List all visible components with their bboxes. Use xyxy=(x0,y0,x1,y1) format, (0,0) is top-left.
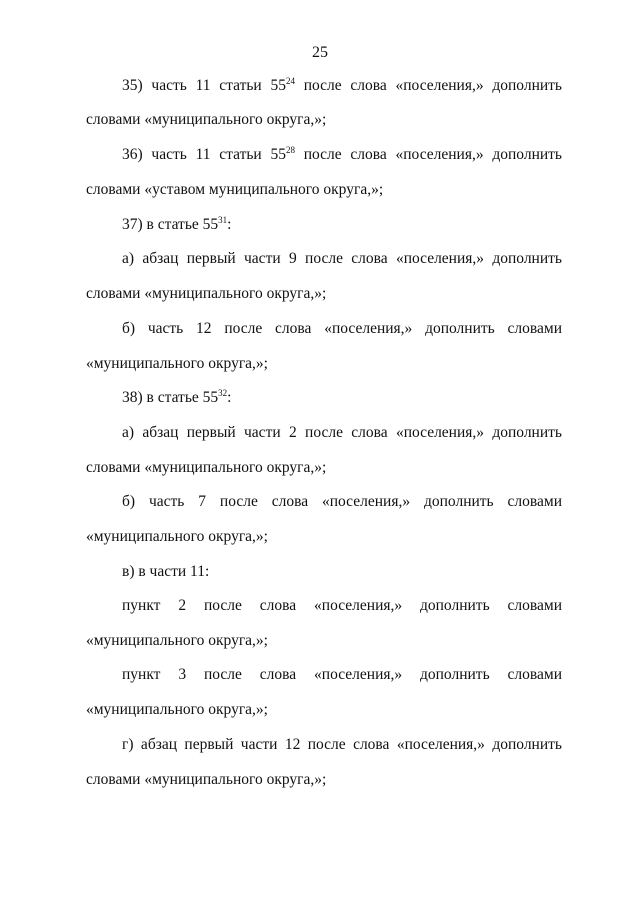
item-37-text: 37) в статье 55 xyxy=(122,216,219,233)
item-37-text-rest: : xyxy=(227,216,232,233)
item-35-line-1 xyxy=(122,76,562,96)
item-37-line-1 xyxy=(122,215,562,235)
item-38-text-rest: : xyxy=(227,389,232,406)
item-38-line-1 xyxy=(122,388,562,408)
item-35-text-rest: после слова «поселения,» дополнить xyxy=(294,77,562,94)
item-38-sup: 32 xyxy=(218,388,228,398)
page-number: 25 xyxy=(312,44,328,61)
item-37a-line-1: а) абзац первый части 9 после слова «поселения,» дополнить xyxy=(122,250,562,267)
item-38g-line-2: словами «муниципального округа,»; xyxy=(86,771,327,788)
item-38-text: 38) в статье 55 xyxy=(122,389,219,406)
item-35-text: 35) часть 11 статьи 55 xyxy=(122,77,286,94)
item-38b-line-2: «муниципального округа,»; xyxy=(86,528,268,545)
item-punkt-3-line-1: пункт 3 после слова «поселения,» дополнить словами xyxy=(122,666,562,683)
item-37-sup: 31 xyxy=(218,215,228,225)
item-38a-line-2: словами «муниципального округа,»; xyxy=(86,459,327,476)
item-punkt-3-line-2: «муниципального округа,»; xyxy=(86,701,268,718)
item-37a-line-2: словами «муниципального округа,»; xyxy=(86,285,327,302)
item-37b-line-2: «муниципального округа,»; xyxy=(86,355,268,372)
item-35-sup: 24 xyxy=(285,76,295,86)
item-36-line-1 xyxy=(122,145,562,165)
item-36-sup: 28 xyxy=(285,145,295,155)
item-38b-line-1: б) часть 7 после слова «поселения,» дополнить словами xyxy=(122,493,562,510)
item-38v-line-1: в) в части 11: xyxy=(122,563,210,580)
item-35-line-2: словами «муниципального округа,»; xyxy=(86,111,327,128)
item-36-text-rest: после слова «поселения,» дополнить xyxy=(294,146,562,163)
item-punkt-2-line-2: «муниципального округа,»; xyxy=(86,632,268,649)
item-36-line-2: словами «уставом муниципального округа,»; xyxy=(86,181,384,198)
item-punkt-2-line-1: пункт 2 после слова «поселения,» дополнить словами xyxy=(122,597,562,614)
item-38g-line-1: г) абзац первый части 12 после слова «поселения,» дополнить xyxy=(122,736,562,753)
item-36-text: 36) часть 11 статьи 55 xyxy=(122,146,286,163)
item-37b-line-1: б) часть 12 после слова «поселения,» дополнить словами xyxy=(122,320,562,337)
item-38a-line-1: а) абзац первый части 2 после слова «поселения,» дополнить xyxy=(122,424,562,441)
